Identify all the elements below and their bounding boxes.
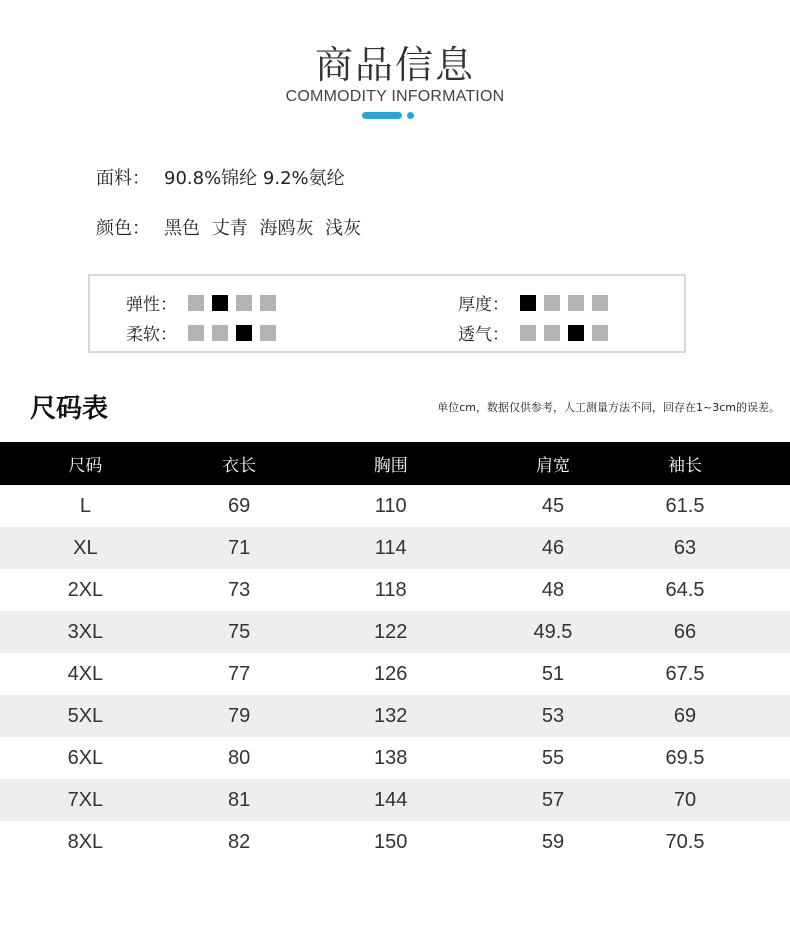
title-decoration-dot [407, 112, 414, 119]
table-cell: XL [73, 536, 98, 559]
level-indicator [212, 325, 228, 341]
table-cell: 49.5 [533, 620, 573, 643]
column-header: 肩宽 [535, 456, 570, 476]
table-cell: 70 [673, 788, 697, 811]
table-cell: L [79, 494, 91, 517]
table-cell: 8XL [67, 830, 104, 853]
table-cell: 6XL [67, 746, 104, 769]
table-cell: 73 [227, 578, 251, 601]
table-cell: 64.5 [665, 578, 705, 601]
level-indicator-active [236, 325, 252, 341]
table-cell: 3XL [67, 620, 104, 643]
property-elasticity [126, 290, 284, 315]
table-row [0, 653, 790, 695]
table-cell: 69 [673, 704, 697, 727]
table-row [0, 737, 790, 779]
property-label: 透气： [458, 325, 509, 345]
table-row [0, 611, 790, 653]
table-cell: 71 [227, 536, 251, 559]
table-cell: 4XL [67, 662, 104, 685]
property-label: 厚度： [458, 295, 509, 315]
property-softness [126, 320, 284, 345]
table-cell: 61.5 [665, 494, 705, 517]
table-cell: 81 [227, 788, 251, 811]
level-indicator-active [568, 325, 584, 341]
table-cell: 59 [541, 830, 565, 853]
table-cell: 82 [227, 830, 251, 853]
level-indicator [544, 295, 560, 311]
level-indicator [236, 295, 252, 311]
property-label: 弹性： [126, 295, 177, 315]
table-cell: 144 [374, 788, 408, 811]
property-scale [188, 295, 284, 311]
page-title: 商品信息 [314, 43, 475, 87]
size-table-body [0, 485, 790, 863]
table-cell: 7XL [67, 788, 104, 811]
table-cell: 77 [227, 662, 251, 685]
level-indicator [592, 295, 608, 311]
table-cell: 55 [541, 746, 565, 769]
level-indicator [188, 325, 204, 341]
table-cell: 66 [673, 620, 697, 643]
fabric-info [96, 164, 345, 190]
table-cell: 48 [541, 578, 565, 601]
level-indicator-active [520, 295, 536, 311]
table-cell: 63 [673, 536, 697, 559]
table-cell: 70.5 [665, 830, 705, 853]
table-cell: 2XL [67, 578, 104, 601]
property-scale [520, 295, 616, 311]
table-row [0, 779, 790, 821]
fabric-value: 90.8%锦纶 9.2%氨纶 [164, 168, 345, 189]
level-indicator [260, 325, 276, 341]
table-row [0, 695, 790, 737]
level-indicator-active [212, 295, 228, 311]
table-cell: 110 [374, 494, 407, 517]
table-cell: 132 [374, 704, 408, 727]
size-table-header [0, 442, 790, 485]
property-breathability [458, 320, 616, 345]
table-cell: 69.5 [665, 746, 705, 769]
property-thickness [458, 290, 616, 315]
table-cell: 114 [374, 536, 407, 559]
title-decoration-bar [362, 112, 402, 119]
table-cell: 122 [374, 620, 408, 643]
size-table [0, 442, 790, 863]
property-scale [188, 325, 284, 341]
table-cell: 53 [541, 704, 565, 727]
table-row [0, 527, 790, 569]
property-panel [88, 274, 686, 353]
table-cell: 118 [374, 578, 407, 601]
table-cell: 5XL [67, 704, 104, 727]
size-chart-note: 单位cm，数据仅供参考，人工测量方法不同，回存在1~3cm的误差。 [437, 401, 780, 414]
color-info [96, 214, 361, 240]
level-indicator [568, 295, 584, 311]
color-label: 颜色： [96, 218, 150, 239]
level-indicator [260, 295, 276, 311]
column-header: 尺码 [68, 456, 103, 476]
column-header: 袖长 [667, 456, 702, 476]
table-cell: 57 [541, 788, 565, 811]
level-indicator [520, 325, 536, 341]
table-cell: 75 [227, 620, 251, 643]
property-label: 柔软： [126, 325, 177, 345]
level-indicator [592, 325, 608, 341]
color-value: 黑色 丈青 海鸥灰 浅灰 [164, 218, 362, 239]
level-indicator [188, 295, 204, 311]
table-cell: 79 [227, 704, 251, 727]
size-chart-title: 尺码表 [30, 394, 109, 424]
table-row [0, 821, 790, 863]
table-cell: 69 [227, 494, 251, 517]
table-row [0, 485, 790, 527]
property-scale [520, 325, 616, 341]
table-cell: 138 [374, 746, 408, 769]
column-header: 衣长 [222, 456, 257, 476]
table-cell: 67.5 [665, 662, 705, 685]
table-cell: 51 [541, 662, 565, 685]
fabric-label: 面料： [96, 168, 150, 189]
table-cell: 80 [227, 746, 251, 769]
table-cell: 150 [374, 830, 408, 853]
table-cell: 45 [541, 494, 565, 517]
column-header: 胸围 [373, 456, 408, 476]
page-subtitle: COMMODITY INFORMATION [285, 88, 505, 105]
level-indicator [544, 325, 560, 341]
table-cell: 126 [374, 662, 408, 685]
table-cell: 46 [541, 536, 565, 559]
table-row [0, 569, 790, 611]
